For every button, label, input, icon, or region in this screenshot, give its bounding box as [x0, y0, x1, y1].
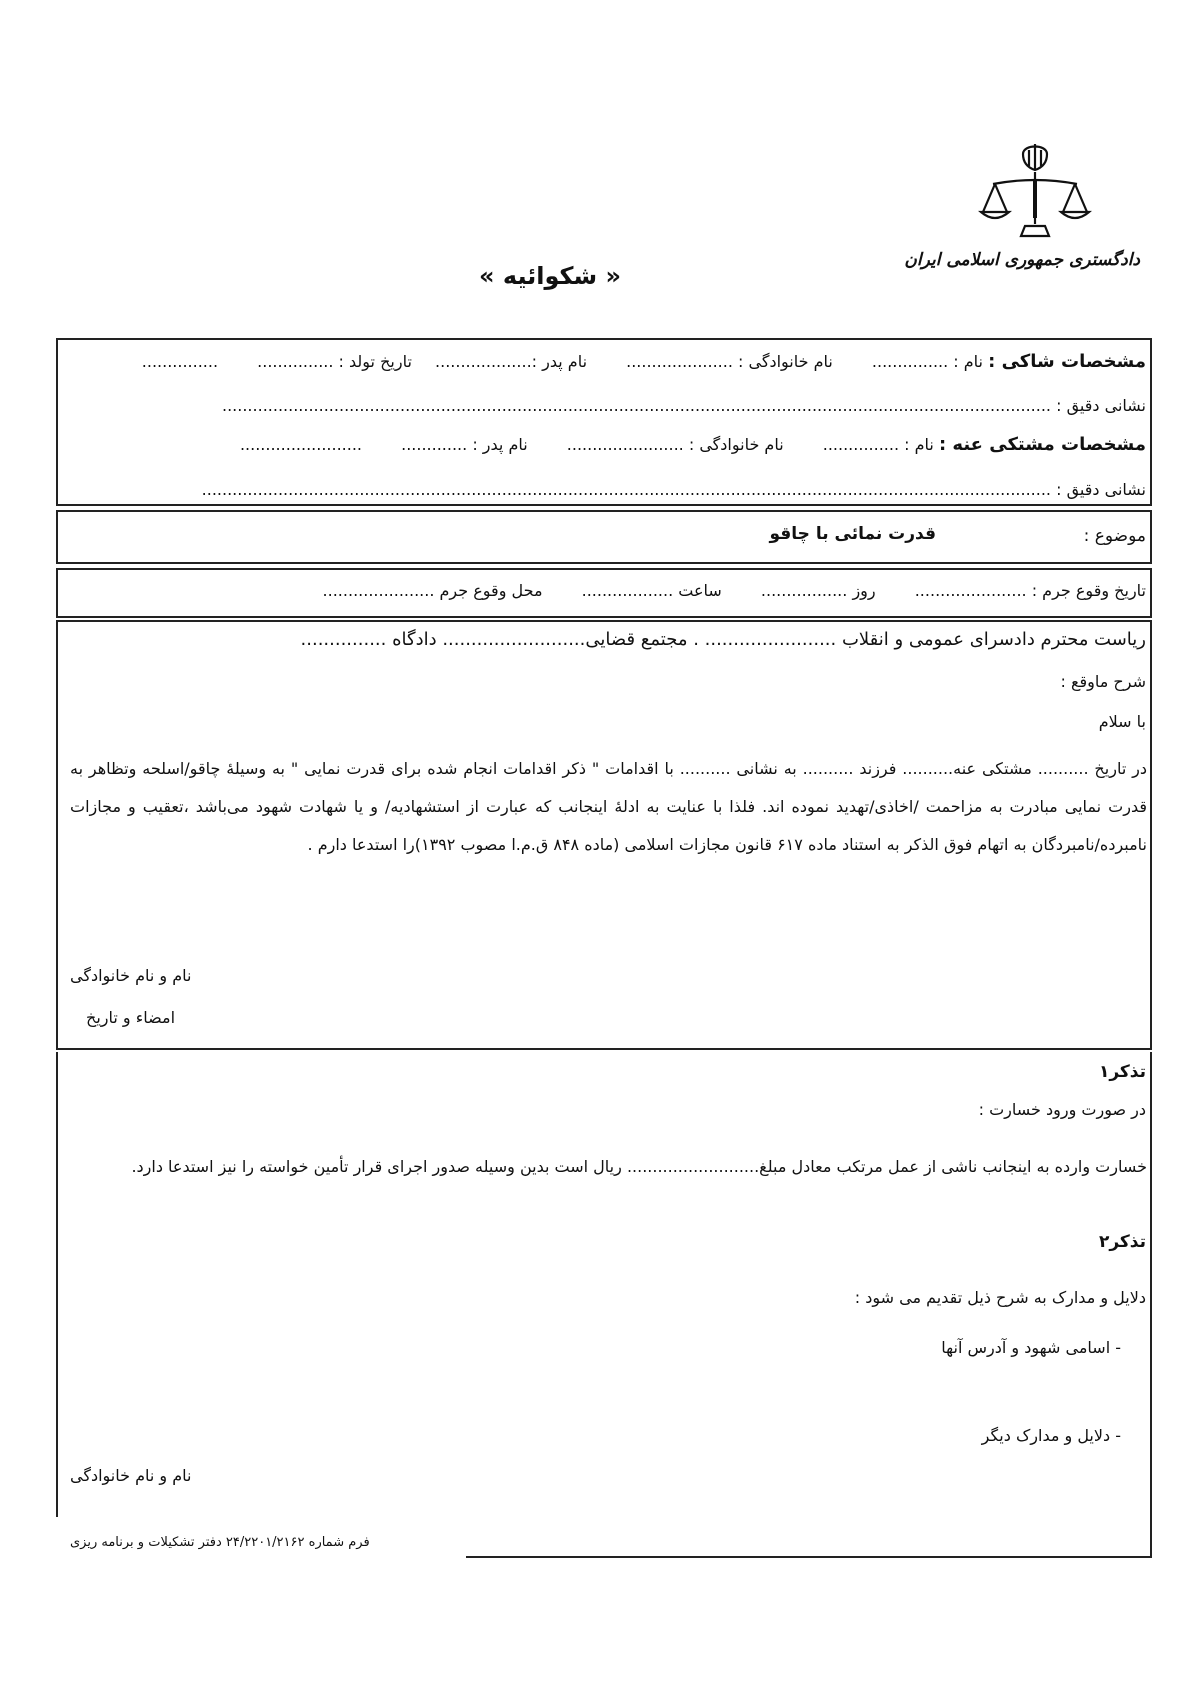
defendant-heading: مشخصات مشتکی عنه :: [938, 434, 1146, 455]
signature-name-label: نام و نام خانوادگی: [70, 966, 192, 985]
defendant-father-trail: ........................: [239, 435, 363, 454]
frame-right-border: [1150, 1052, 1152, 1558]
complainant-row: [142, 350, 1146, 374]
incident-row: [323, 579, 1146, 603]
complainant-birth-trail: ...............: [141, 352, 219, 371]
incident-date-field[interactable]: تاریخ وقوع جرم : ......................: [914, 581, 1146, 600]
complaint-paragraph[interactable]: در تاریخ .......... مشتکی عنه.......... فرزند .......... به نشانی .......... با اقدامات " ذکر اقدامات انجام شده برای قدرت نمایی " به وسیلهٔ چاقو/اسلحه وتظاهر به قدرت نمایی مبادرت به مزاحمت /اخاذی/تهدید نموده اند. فلذا با عنایت به ادلهٔ اینجانب که عبارت از استشهادیه/ و یا شهادت شهود می‌باشد ،تعقیب و مجازات نامبرده/نامبردگان به اتهام فوق الذکر به استناد ماده ۶۱۷ قانون مجازات اسلامی (ماده ۸۴۸ ق.م.ا مصوب ۱۳۹۲)را استدعا دارم .: [70, 759, 1147, 854]
defendant-row: [240, 433, 1146, 457]
form-title: « شکوائیه »: [479, 262, 621, 290]
defendant-family-field[interactable]: نام خانوادگی : .......................: [566, 435, 784, 454]
complainant-address-field[interactable]: نشانی دقیق : ...................................................................................................................................................................: [222, 396, 1146, 415]
scales-emblem-icon: [975, 140, 1095, 245]
subject-value[interactable]: قدرت نمائی با چاقو: [769, 524, 936, 544]
subject-section: [56, 510, 1152, 564]
note1-text[interactable]: خسارت وارده به اینجانب ناشی از عمل مرتکب معادل مبلغ.......................... ریال است بدین وسیله صدور اجرای قرار تأمین خواسته را نیز استدعا دارد.: [131, 1157, 1147, 1176]
defendant-father-field[interactable]: نام پدر : .............: [401, 435, 528, 454]
complainant-name-field[interactable]: نام : ...............: [871, 352, 984, 371]
note1-intro: در صورت ورود خسارت :: [978, 1100, 1146, 1119]
incident-time-field[interactable]: ساعت ..................: [581, 581, 722, 600]
complainant-birth-field[interactable]: تاریخ تولد : ...............: [257, 352, 412, 371]
complainant-father-field[interactable]: نام پدر :...................: [435, 352, 588, 371]
note2-item-other-evidence[interactable]: - دلایل و مدارک دیگر: [981, 1426, 1121, 1445]
defendant-address-field[interactable]: نشانی دقیق : .......................................................................................................................................................................: [201, 480, 1146, 499]
subject-label: موضوع :: [1083, 526, 1146, 546]
incident-day-field[interactable]: روز .................: [760, 581, 876, 600]
description-label: شرح ماوقع :: [1060, 672, 1146, 691]
complainant-family-field[interactable]: نام خانوادگی : .....................: [626, 352, 833, 371]
footer-signature-name: نام و نام خانوادگی: [70, 1466, 192, 1485]
incident-place-field[interactable]: محل وقوع جرم ......................: [322, 581, 543, 600]
organization-name: دادگستری جمهوری اسلامی ایران: [904, 250, 1140, 270]
footer-rule: [466, 1556, 1152, 1558]
addressee-line[interactable]: ریاست محترم دادسرای عمومی و انقلاب ....................... . مجتمع قضایی......................... دادگاه ...............: [300, 629, 1146, 650]
signature-date-label: امضاء و تاریخ: [86, 1008, 176, 1027]
note2-item-witnesses[interactable]: - اسامی شهود و آدرس آنها: [941, 1338, 1121, 1357]
note2-intro: دلایل و مدارک به شرح ذیل تقدیم می شود :: [854, 1288, 1146, 1307]
frame-left-border: [56, 1052, 58, 1517]
greeting-text: با سلام: [1098, 712, 1146, 731]
form-number: فرم شماره ۲۴/۲۲۰۱/۲۱۶۲ دفتر تشکیلات و برنامه ریزی: [70, 1535, 370, 1550]
defendant-name-field[interactable]: نام : ...............: [822, 435, 934, 454]
note2-title: تذکر۲: [1098, 1232, 1146, 1252]
complainant-heading: مشخصات شاکی :: [988, 351, 1146, 372]
note1-title: تذکر۱: [1098, 1062, 1146, 1082]
